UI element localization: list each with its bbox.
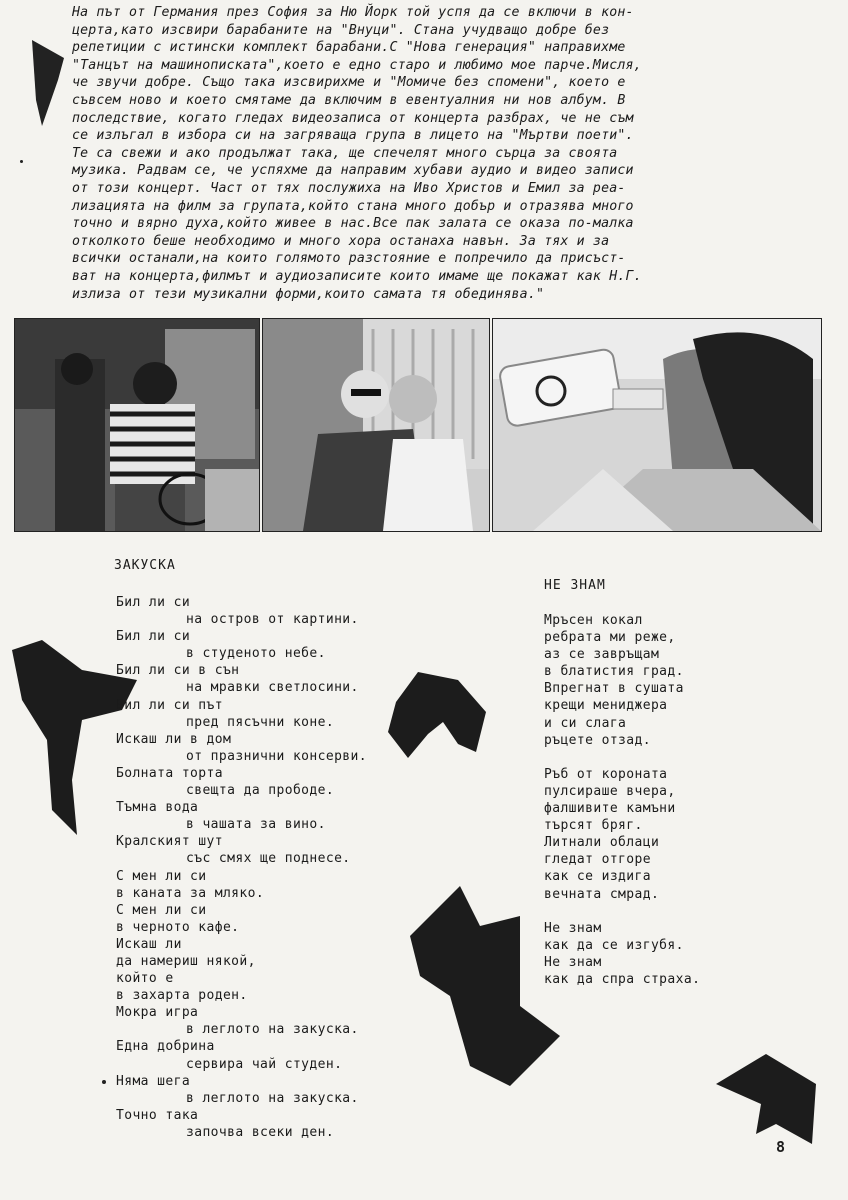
poem-line: Бил ли си път: [116, 697, 223, 713]
poem-line: който е: [116, 971, 174, 987]
poem-line: [544, 903, 700, 920]
poem-line: в каната за мляко.: [116, 885, 265, 901]
intro-line: лизацията на филм за групата,който стана много добър и отразява много: [72, 198, 634, 214]
poem-line: Впрегнат в сушата: [544, 681, 684, 697]
poem-line: Тъмна вода: [116, 800, 199, 816]
ink-blot-bottom-right: [716, 1054, 816, 1144]
page-number: 8: [776, 1138, 786, 1156]
poem-title-zakuska: ЗАКУСКА: [114, 558, 176, 573]
poem-line: как да спра страха.: [544, 971, 701, 987]
poem-line: в студеното небе.: [186, 646, 326, 662]
poem-line: на остров от картини.: [186, 612, 359, 628]
poem-line: крещи мениджера: [544, 698, 668, 714]
poem-line: фалшивите камъни: [544, 801, 676, 817]
poem-line: ръцете отзад.: [544, 732, 651, 748]
intro-line: Те са свежи и ако продължат така, ще спечелят много сърца за своята: [72, 145, 618, 161]
intro-line: последствие, когато гледах видеозаписа от концерта разбрах, че не съм: [72, 110, 634, 126]
photo-strip: [14, 318, 820, 530]
poem-line: Мръсен кокал: [544, 613, 643, 628]
ink-speck: [102, 1080, 106, 1084]
poem-line: Точно така: [116, 1107, 199, 1123]
intro-text: [72, 4, 812, 303]
poem-line: в черното кафе.: [116, 919, 240, 935]
poem-line: Кралският шут: [116, 834, 223, 850]
poem-line: в захарта роден.: [116, 988, 248, 1004]
poem-line: сервира чай студен.: [186, 1056, 343, 1072]
poem-line: в леглото на закуска.: [186, 1022, 359, 1038]
poem-line: Бил ли си: [116, 629, 191, 645]
poem-line: в чашата за вино.: [186, 817, 326, 833]
poem-line: Една добрина: [116, 1039, 215, 1055]
intro-line: всички останали,на които голямото разстояние е попречило да присъст-: [72, 251, 626, 267]
intro-line: отколкото беше необходимо и много хора останаха навън. За тях и за: [72, 233, 610, 249]
ink-blot-top-left: [28, 40, 68, 130]
intro-line: "Танцът на машинописката",което е едно старо и любимо мое парче.Мисля,: [72, 57, 642, 73]
poem-line: Искаш ли в дом: [116, 731, 232, 747]
photo-two-men: [262, 318, 490, 532]
intro-line: музика. Радвам се, че успяхме да направим хубави аудио и видео записи: [72, 163, 634, 179]
poem-line: започва всеки ден.: [186, 1124, 335, 1140]
poem-line: аз се завръщам: [544, 647, 660, 663]
intro-line: излиза от тези музикални форми,които самата тя обединява.": [72, 286, 545, 302]
poem-line: Искаш ли: [116, 936, 182, 952]
poem-line: вечната смрад.: [544, 886, 660, 902]
poem-line: Литнали облаци: [544, 835, 660, 851]
poem-line: С мен ли си: [116, 902, 207, 918]
poem-title-ne-znam: НЕ ЗНАМ: [544, 578, 606, 593]
poem-line: и си слага: [544, 715, 627, 731]
poem-line: в блатистия град.: [544, 664, 684, 680]
poem-line: от празнични консерви.: [186, 748, 367, 764]
poem-ne-znam: [544, 612, 700, 988]
poem-line: [544, 749, 700, 766]
poem-line: търсят бряг.: [544, 818, 643, 834]
poem-zakuska: [116, 594, 367, 1141]
ink-blot-lower: [410, 886, 560, 1086]
poem-line: пулсираше вчера,: [544, 783, 676, 799]
poem-line: свещта да прободе.: [186, 783, 335, 799]
poem-line: със смях ще поднесе.: [186, 851, 351, 867]
intro-line: че звучи добре. Също така изсвирихме и "Момиче без спомени", което е: [72, 75, 626, 91]
poem-line: в леглото на закуска.: [186, 1090, 359, 1106]
poem-line: пред пясъчни коне.: [186, 714, 335, 730]
poem-line: гледат отгоре: [544, 852, 651, 868]
poem-line: Не знам: [544, 920, 602, 936]
intro-line: На път от Германия през София за Ню Йорк той успя да се включи в кон-: [72, 5, 634, 20]
poem-line: Няма шега: [116, 1073, 191, 1089]
poem-line: Бил ли си: [116, 595, 191, 610]
poem-line: Болната торта: [116, 765, 223, 781]
ink-speck: [20, 160, 23, 163]
poem-line: ребрата ми реже,: [544, 630, 676, 646]
poem-line: Ръб от короната: [544, 766, 668, 782]
photo-drinking: [492, 318, 822, 532]
poem-line: Мокра игра: [116, 1005, 199, 1021]
poem-line: как да се изгубя.: [544, 937, 684, 953]
poem-line: да намериш някой,: [116, 953, 256, 969]
poem-line: на мравки светлосини.: [186, 680, 359, 696]
intro-line: ват на концерта,филмът и аудиозаписите които имаме ще покажат как Н.Г.: [72, 268, 642, 284]
poem-line: С мен ли си: [116, 868, 207, 884]
intro-line: церта,като изсвири барабаните на "Внуци". Стана учудващо добре без: [72, 22, 610, 38]
intro-line: се излъгал в избора си на загряваща група в лицето на "Мъртви поети".: [72, 128, 634, 144]
poem-line: Бил ли си в сън: [116, 663, 240, 679]
ink-blot-center: [388, 672, 488, 762]
poem-line: как се издига: [544, 869, 651, 885]
photo-musician-cables: [14, 318, 260, 532]
intro-line: точно и вярно духа,който живее в нас.Все пак залата се оказа по-малка: [72, 216, 634, 232]
intro-line: репетиции с истински комплект барабани.С "Нова генерация" направихме: [72, 40, 626, 56]
poem-line: Не знам: [544, 954, 602, 970]
intro-line: съвсем ново и което смятаме да включим в евентуалния ни нов албум. В: [72, 92, 626, 108]
intro-line: от този концерт. Част от тях послужиха на Иво Христов и Емил за реа-: [72, 180, 626, 196]
